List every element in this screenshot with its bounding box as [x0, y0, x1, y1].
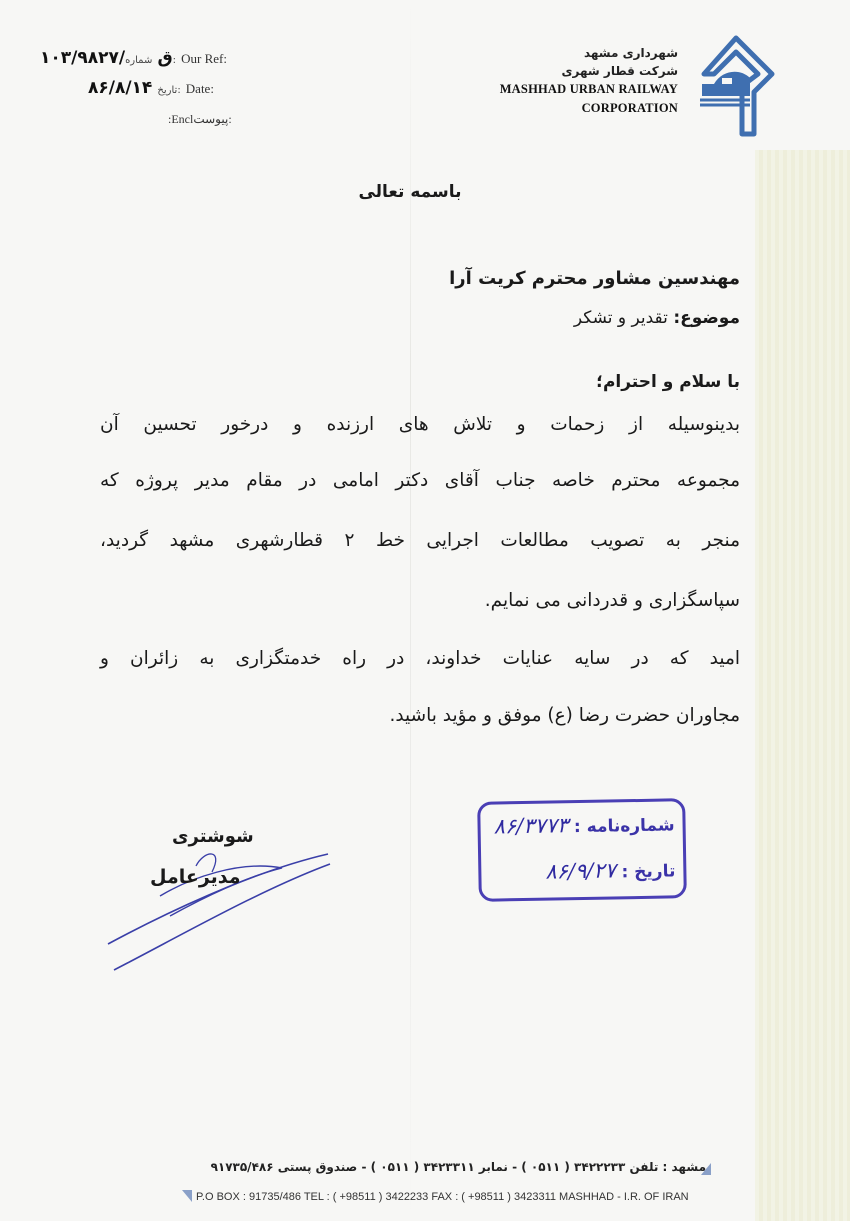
subject-text: تقدیر و تشکر	[573, 308, 668, 328]
org-municipality: شهرداری مشهد	[583, 46, 678, 60]
body-line-5: امید که در سایه عنایات خداوند، در راه خدمتگزاری به زائران و	[100, 648, 740, 669]
stamp-number-value: ۸۶/۳۷۷۳	[493, 813, 569, 839]
stamp-number-label: شماره‌نامه :	[573, 815, 675, 838]
body-line-2: مجموعه محترم خاصه جناب آقای دکتر امامی در مقام مدیر پروژه که	[100, 470, 740, 491]
subject-line	[574, 308, 740, 328]
ref-number-label-fa: شماره:	[125, 55, 177, 66]
signer-title: مدیرعامل	[150, 866, 241, 888]
ref-date-value: ۸۶/۸/۱۴	[88, 78, 153, 98]
footer-address-en: P.O BOX : 91735/486 TEL : ( +98511 ) 3422233 FAX : ( +98511 ) 3423311 MASHHAD - I.R. OF IRAN	[196, 1191, 689, 1203]
ref-date-row	[88, 78, 214, 98]
ref-date-label-en: Date:	[185, 81, 214, 96]
body-line-1: بدینوسیله از زحمات و تلاش های ارزنده و درخور تحسین آن	[100, 414, 740, 435]
org-corporation-en: CORPORATION	[581, 101, 678, 115]
stamp-date-label: تاریخ :	[621, 861, 676, 883]
stamp-date-value: ۸۶/۹/۲۷	[545, 858, 617, 884]
stamp-number-row	[493, 811, 674, 838]
ref-encl-row	[168, 108, 232, 127]
org-name-en: MASHHAD URBAN RAILWAY	[499, 82, 678, 96]
paper-edge-texture	[755, 150, 850, 1221]
stamp-date-row	[545, 857, 675, 883]
ref-encl-label: :Enclپیوست:	[168, 112, 232, 126]
greeting: با سلام و احترام؛	[596, 372, 740, 392]
organization-header	[478, 44, 678, 118]
addressee: مهندسین مشاور محترم کریت آرا	[449, 268, 740, 289]
subject-label: موضوع:	[673, 308, 740, 328]
org-company-fa: شرکت قطار شهری	[561, 64, 678, 78]
invocation-heading: باسمه تعالی	[358, 182, 462, 202]
body-line-6: مجاوران حضرت رضا (ع) موفق و مؤید باشید.	[389, 705, 740, 726]
ref-date-label-fa: تاریخ:	[157, 85, 181, 96]
body-line-3: منجر به تصویب مطالعات اجرایی خط ۲ قطارشهری مشهد گردید،	[100, 530, 740, 551]
ref-number-row	[40, 48, 227, 68]
body-line-4: سپاسگزاری و قدردانی می نمایم.	[484, 590, 740, 611]
ref-number-value: ۱۰۳/۹۸۲۷/ق	[40, 48, 173, 68]
footer-triangle-icon	[182, 1190, 192, 1202]
registration-stamp	[477, 798, 687, 902]
signer-name: شوشتری	[172, 826, 254, 847]
footer-address-fa: مشهد : تلفن ۳۴۲۲۲۳۳ ( ۰۵۱۱ ) - نمابر ۳۴۲۳۳۱۱ ( ۰۵۱۱ ) - صندوق پستی ۹۱۷۳۵/۴۸۶	[210, 1160, 706, 1174]
metro-train-logo-icon	[696, 34, 776, 138]
ref-number-label-en: Our Ref:	[181, 51, 227, 66]
